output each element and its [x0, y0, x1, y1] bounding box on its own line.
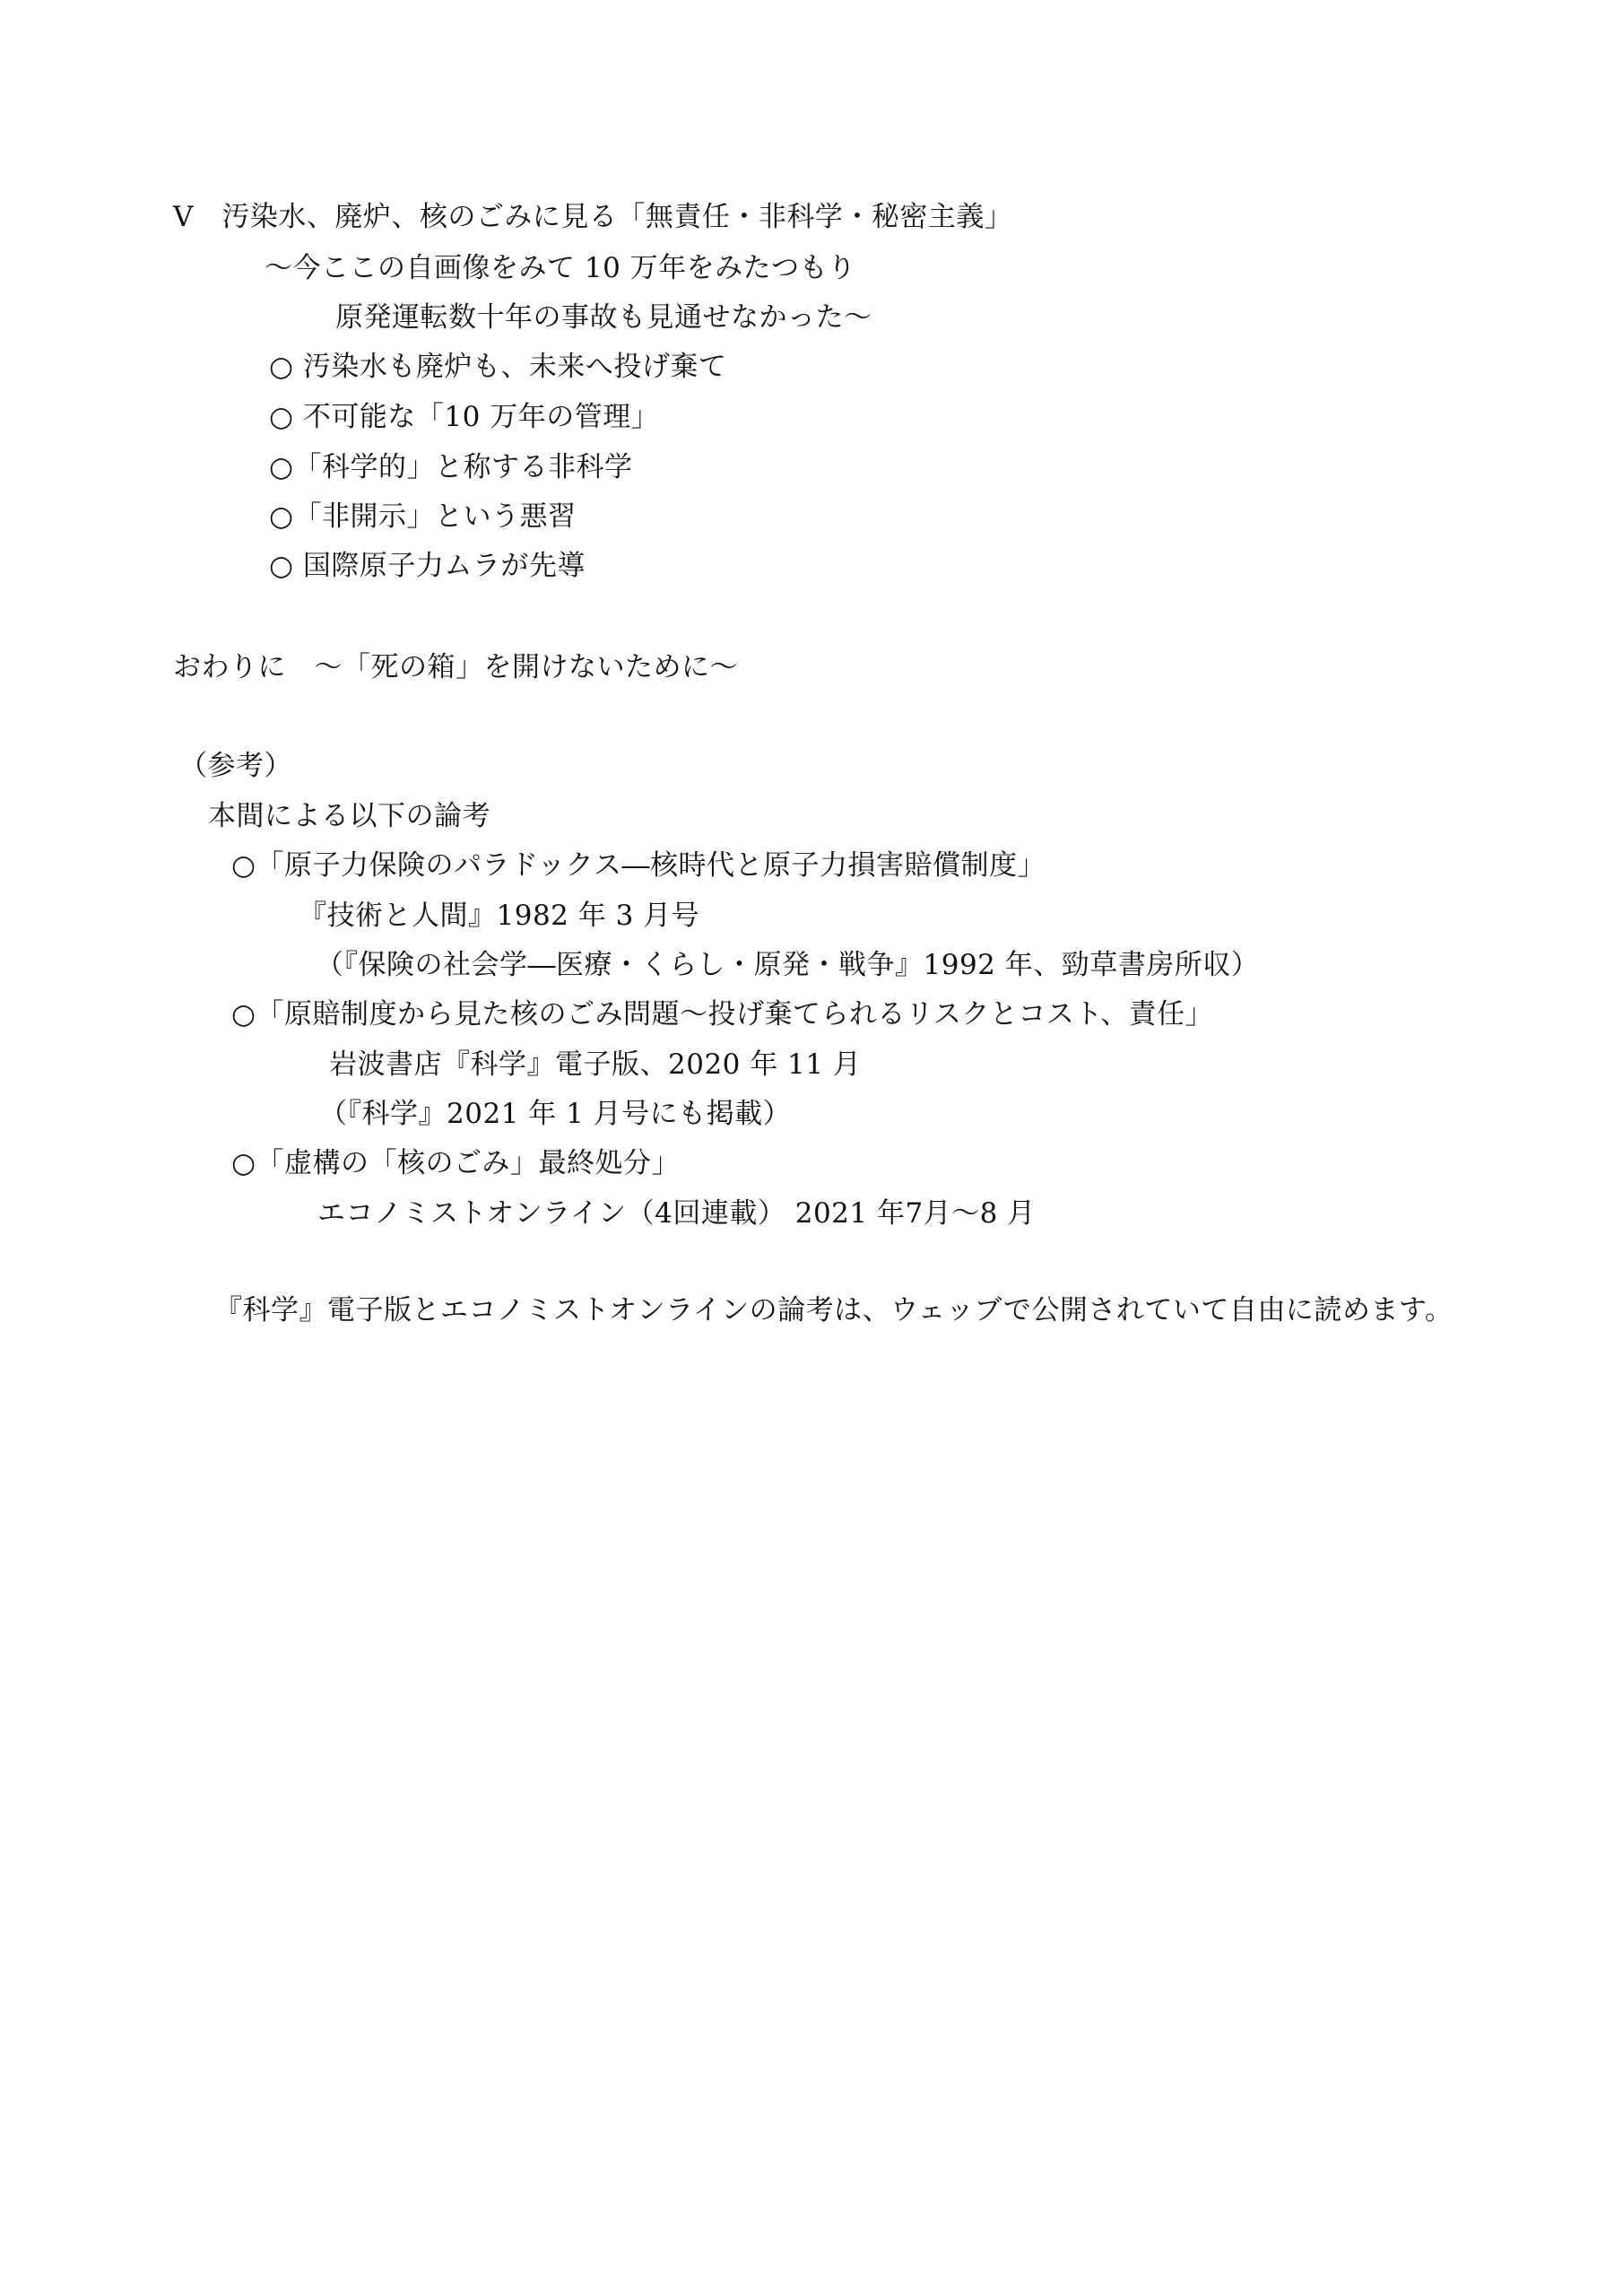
- reference-detail: エコノミストオンライン（4回連載） 2021 年7月～8 月: [317, 1197, 1036, 1230]
- section-v-item: ○「非開示」という悪習: [269, 500, 577, 533]
- references-note: 『科学』電子版とエコノミストオンラインの論考は、ウェッブで公開されていて自由に読めます。: [214, 1294, 1454, 1326]
- section-v-heading: V 汚染水、廃炉、核のごみに見る「無責任・非科学・秘密主義」: [173, 201, 1013, 233]
- reference-title: ○「原賠制度から見た核のごみ問題～投げ棄てられるリスクとコスト、責任」: [231, 998, 1214, 1031]
- section-v-item: ○ 不可能な「10 万年の管理」: [269, 401, 660, 433]
- closing-heading: おわりに ～「死の箱」を開けないために～: [173, 651, 738, 683]
- section-v-subtitle-line2: 原発運転数十年の事故も見通せなかった～: [335, 301, 872, 334]
- reference-detail: （『保険の社会学―医療・くらし・原発・戦争』1992 年、勁草書房所収）: [316, 949, 1260, 981]
- reference-title: ○「虚構の「核のごみ」最終処分」: [231, 1147, 681, 1179]
- references-label: （参考）: [179, 750, 292, 782]
- reference-detail: 『技術と人間』1982 年 3 月号: [299, 900, 700, 932]
- section-v-item: ○「科学的」と称する非科学: [269, 451, 633, 483]
- section-v-subtitle-line1: ～今ここの自画像をみて 10 万年をみたつもり: [265, 252, 856, 284]
- reference-detail: （『科学』2021 年 1 月号にも掲載）: [319, 1098, 792, 1130]
- reference-detail: 岩波書店『科学』電子版、2020 年 11 月: [329, 1048, 862, 1081]
- section-v-item: ○ 国際原子力ムラが先導: [269, 550, 586, 582]
- section-v-item: ○ 汚染水も廃炉も、未来へ投げ棄て: [269, 351, 727, 383]
- reference-title: ○「原子力保険のパラドックス―核時代と原子力損害賠償制度」: [231, 849, 1046, 882]
- references-intro: 本間による以下の論考: [208, 800, 490, 832]
